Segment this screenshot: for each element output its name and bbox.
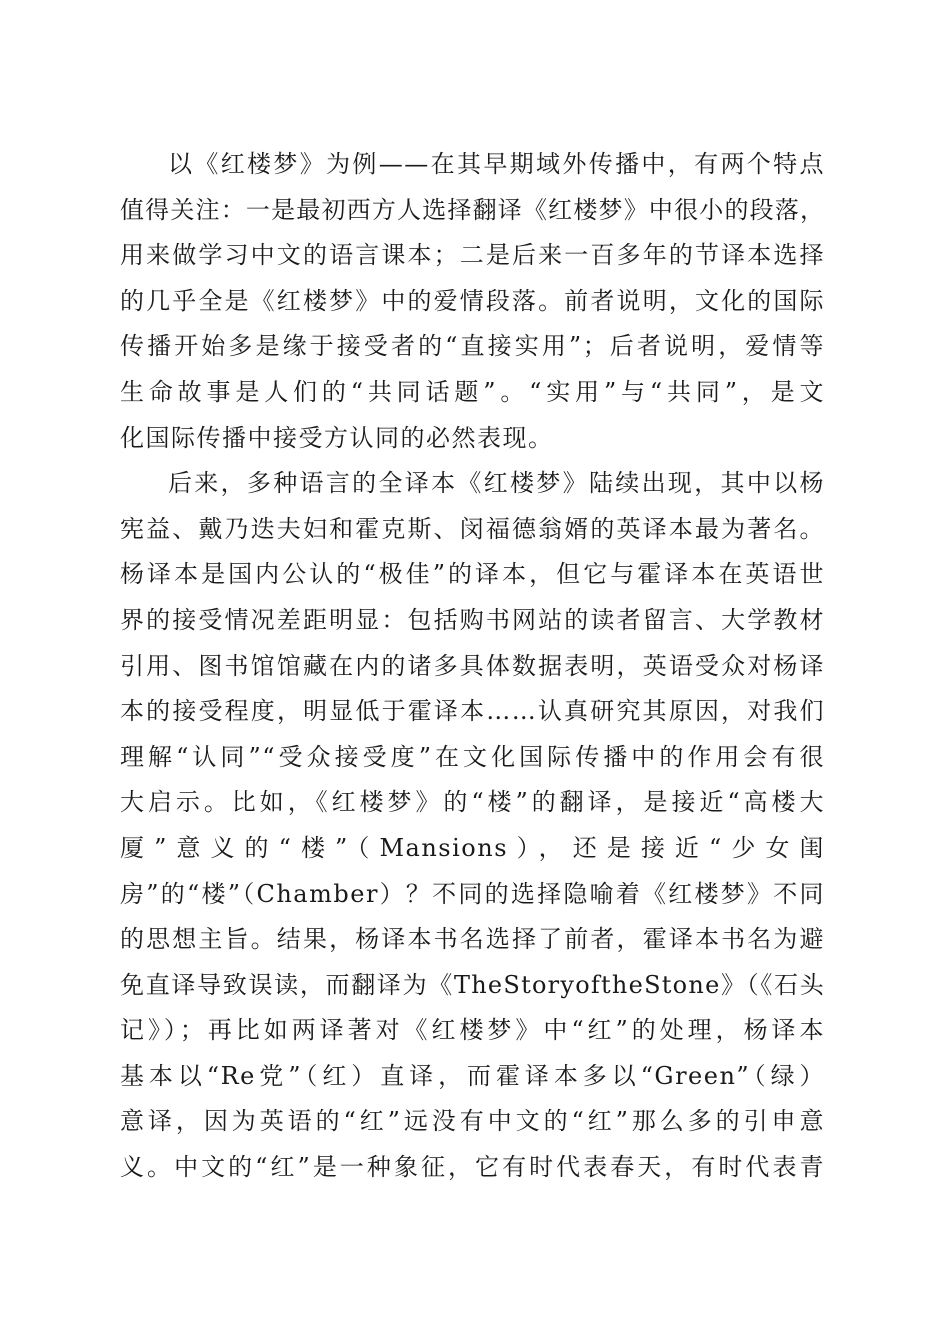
paragraph-2-line-5: 引用、图书馆馆藏在内的诸多具体数据表明，英语受众对杨译 — [120, 651, 825, 680]
paragraph-2-line-2: 宪益、戴乃迭夫妇和霍克斯、闵福德翁婿的英译本最为著名。 — [120, 514, 825, 543]
paragraph-1-line-5: 传播开始多是缘于接受者的“直接实用”；后者说明，爱情等 — [120, 332, 825, 361]
paragraph-2-line-14: 基本以“Re党”（红）直译，而霍译本多以“Green”（绿） — [120, 1061, 825, 1090]
paragraph-1-line-6: 生命故事是人们的“共同话题”。“实用”与“共同”，是文 — [120, 377, 825, 406]
paragraph-2-line-12: 免直译导致误读，而翻译为《TheStoryoftheStone》（《石头 — [120, 970, 825, 999]
body-text — [120, 142, 825, 1191]
paragraph-2-line-16: 义。中文的“红”是一种象征，它有时代表春天，有时代表青 — [120, 1153, 825, 1182]
paragraph-2-line-9: 厦”意义的“楼”（Mansions），还是接近“少女闺 — [120, 833, 825, 862]
paragraph-1-line-4: 的几乎全是《红楼梦》中的爱情段落。前者说明，文化的国际 — [120, 286, 825, 315]
paragraph-1-line-2: 值得关注：一是最初西方人选择翻译《红楼梦》中很小的段落， — [120, 195, 825, 224]
paragraph-2-line-10: 房”的“楼”（Chamber）？不同的选择隐喻着《红楼梦》不同 — [120, 879, 825, 908]
paragraph-2-line-3: 杨译本是国内公认的“极佳”的译本，但它与霍译本在英语世 — [120, 560, 825, 589]
paragraph-2-line-8: 大启示。比如，《红楼梦》的“楼”的翻译，是接近“高楼大 — [120, 788, 825, 817]
paragraph-2-line-11: 的思想主旨。结果，杨译本书名选择了前者，霍译本书名为避 — [120, 925, 825, 954]
paragraph-2-line-1: 后来，多种语言的全译本《红楼梦》陆续出现，其中以杨 — [168, 469, 825, 498]
paragraph-2-line-6: 本的接受程度，明显低于霍译本……认真研究其原因，对我们 — [120, 697, 825, 726]
paragraph-2-line-4: 界的接受情况差距明显：包括购书网站的读者留言、大学教材 — [120, 605, 825, 634]
paragraph-2-line-7: 理解“认同”“受众接受度”在文化国际传播中的作用会有很 — [120, 742, 825, 771]
paragraph-1-line-7: 化国际传播中接受方认同的必然表现。 — [120, 423, 554, 452]
paragraph-1-line-3: 用来做学习中文的语言课本；二是后来一百多年的节译本选择 — [120, 241, 825, 270]
paragraph-1-line-1: 以《红楼梦》为例——在其早期域外传播中，有两个特点 — [168, 150, 825, 178]
paragraph-2-line-13: 记》）；再比如两译著对《红楼梦》中“红”的处理，杨译本 — [120, 1016, 825, 1045]
paragraph-2-line-15: 意译，因为英语的“红”远没有中文的“红”那么多的引申意 — [120, 1107, 825, 1136]
